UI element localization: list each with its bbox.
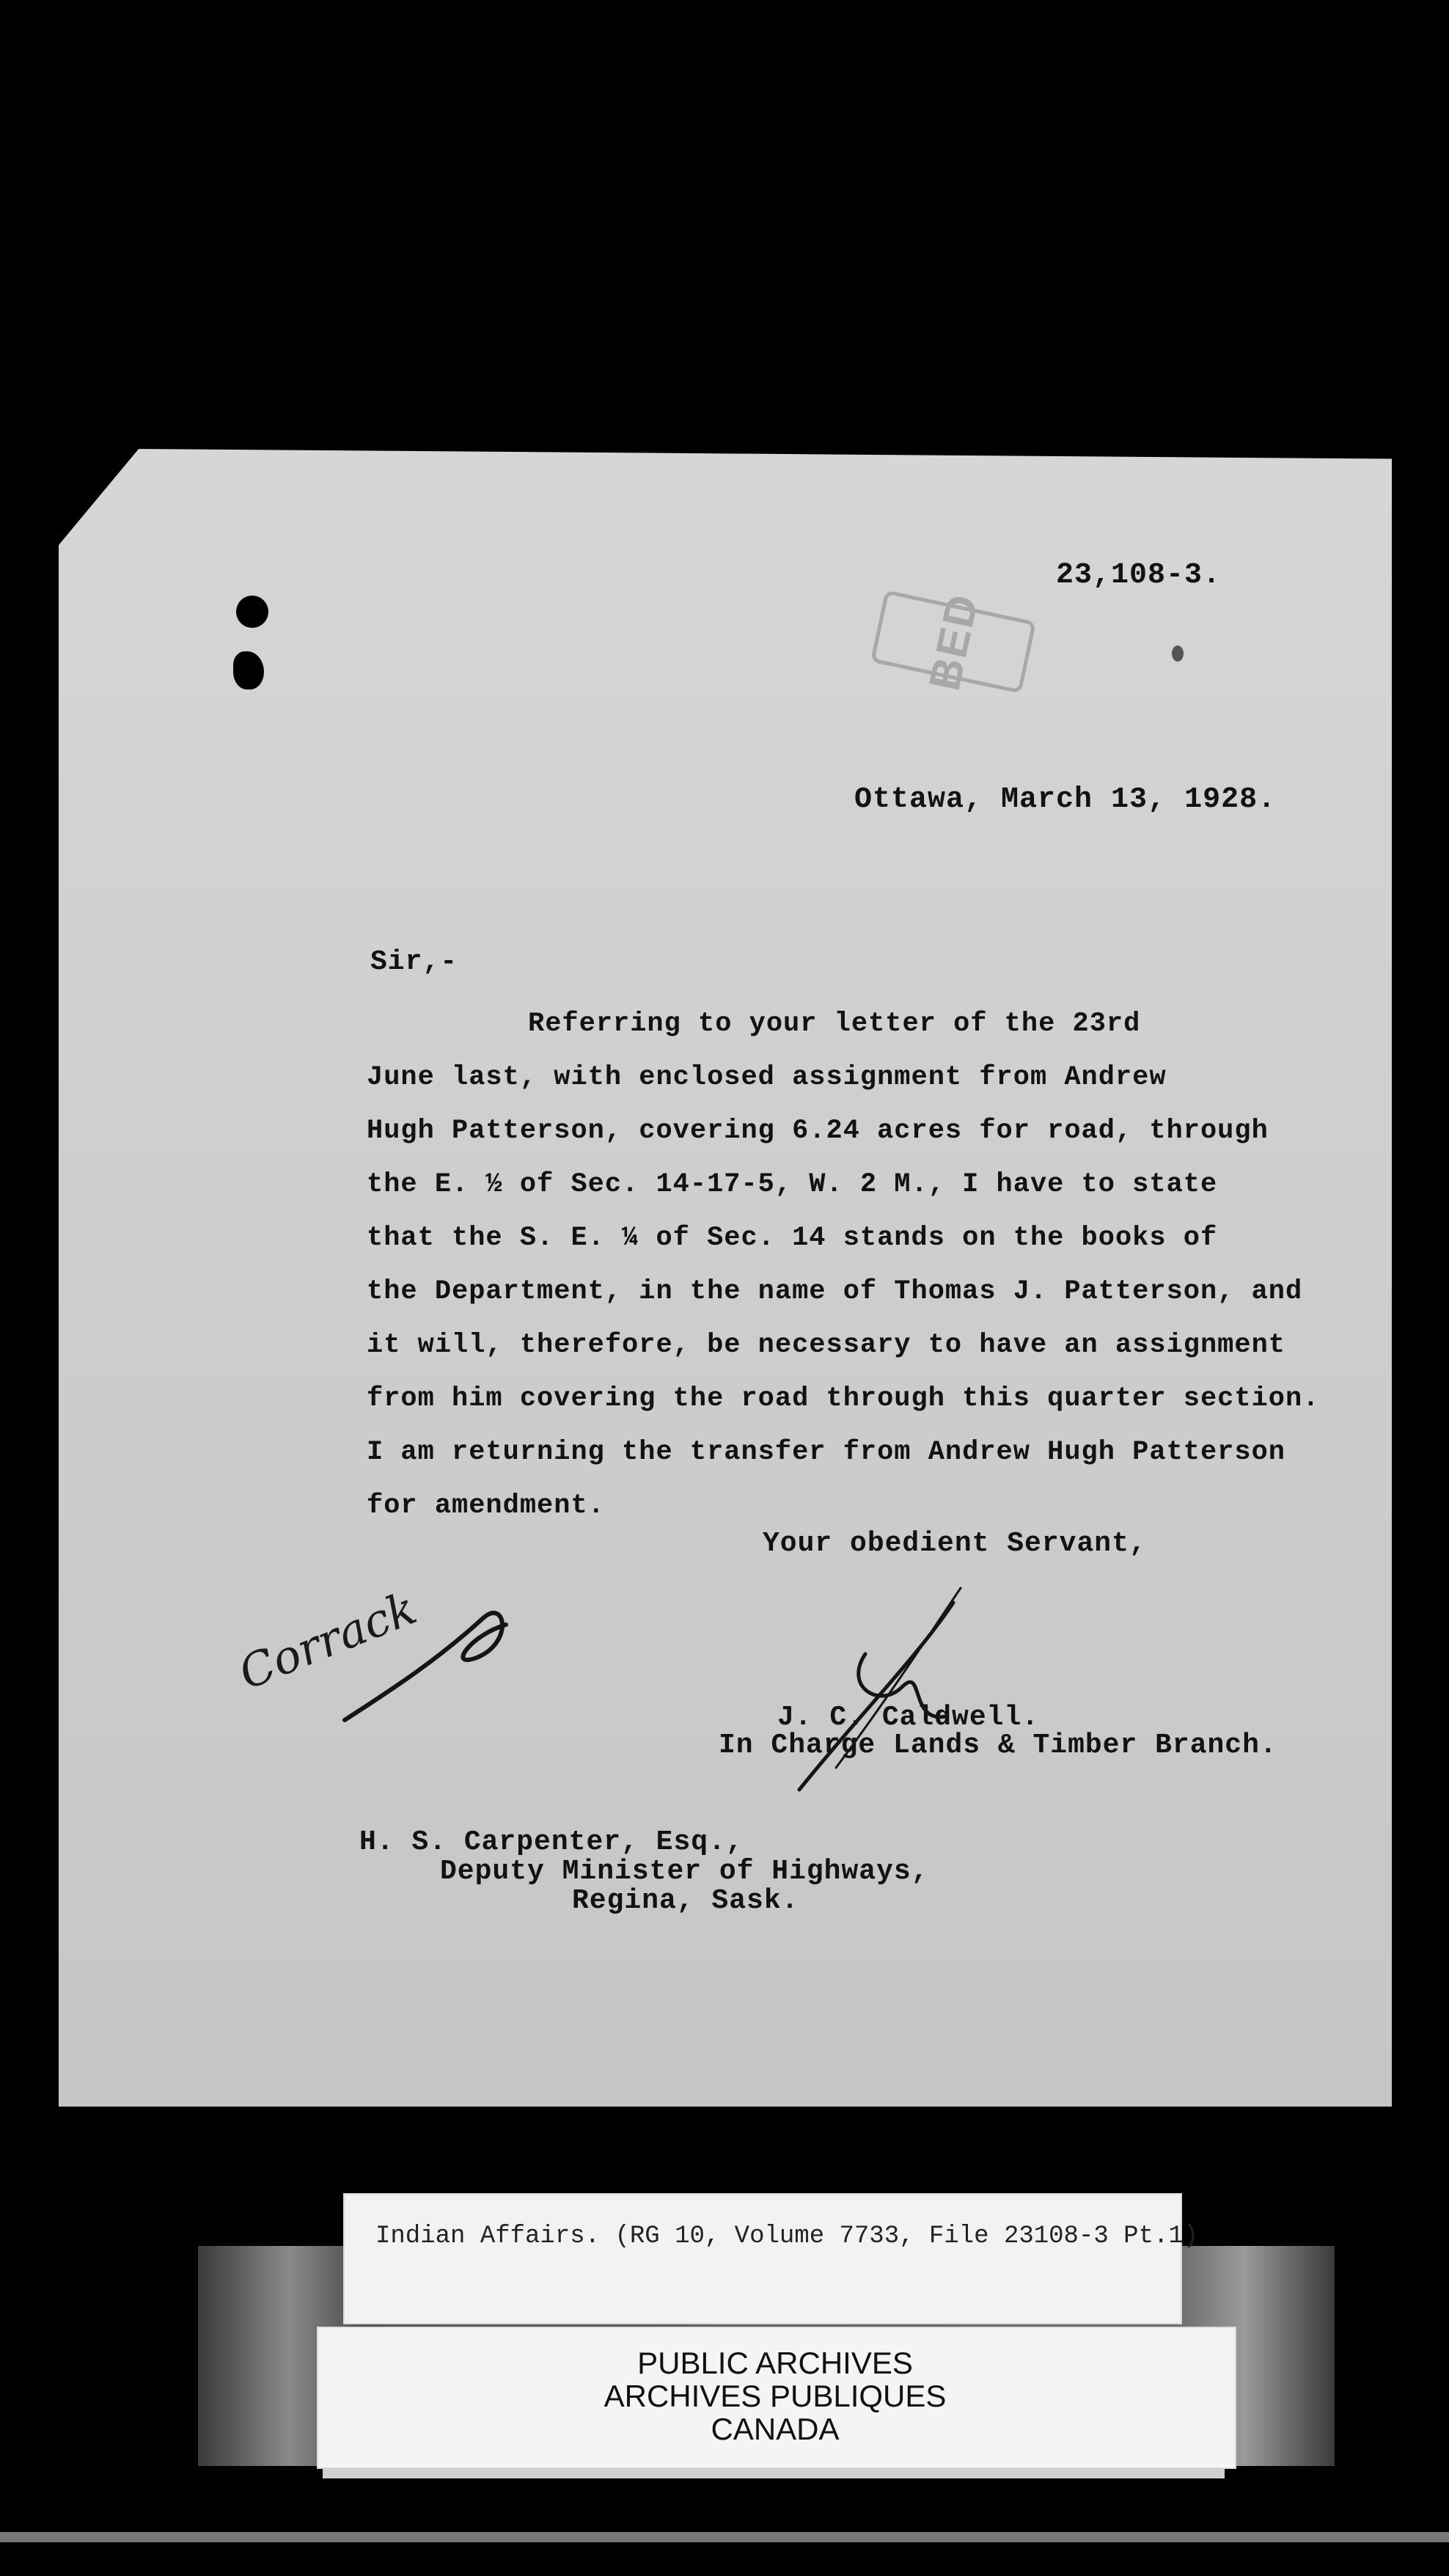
- letter-body-line: it will, therefore, be necessary to have an assignment: [367, 1330, 1285, 1361]
- letter-body-line: June last, with enclosed assignment from Andrew: [367, 1062, 1167, 1093]
- label-edge: [323, 2468, 1225, 2478]
- letter-body-line: the Department, in the name of Thomas J. Patterson, and: [367, 1276, 1303, 1307]
- letter-body-line: from him covering the road through this quarter section.: [367, 1383, 1320, 1414]
- signatory-name: J. C. Caldwell.: [777, 1702, 1040, 1733]
- letter-body-line: Referring to your letter of the 23rd: [528, 1009, 1141, 1039]
- handwritten-note: Corrack: [231, 1581, 424, 1700]
- received-stamp: BED: [870, 590, 1036, 693]
- letter-closing: Your obedient Servant,: [763, 1528, 1147, 1559]
- archive-reference: Indian Affairs. (RG 10, Volume 7733, File 23108-3 Pt.1): [375, 2222, 1199, 2250]
- ink-dot: [1172, 645, 1184, 662]
- archives-line: PUBLIC ARCHIVES: [637, 2346, 913, 2380]
- salutation: Sir,-: [370, 946, 458, 978]
- punch-hole: [236, 596, 268, 628]
- addressee-line: H. S. Carpenter, Esq.,: [359, 1826, 744, 1858]
- reference-card: [343, 2193, 1182, 2324]
- addressee-line: Regina, Sask.: [572, 1885, 799, 1917]
- letter-body-line: I am returning the transfer from Andrew Hugh Patterson: [367, 1437, 1285, 1468]
- letter-body-line: that the S. E. ¼ of Sec. 14 stands on the books of: [367, 1223, 1218, 1254]
- archives-line: ARCHIVES PUBLIQUES: [604, 2379, 947, 2413]
- archives-line: CANADA: [711, 2412, 840, 2446]
- letter-body-line: for amendment.: [367, 1490, 605, 1521]
- letter-body-line: Hugh Patterson, covering 6.24 acres for road, through: [367, 1116, 1269, 1146]
- signatory-title: In Charge Lands & Timber Branch.: [719, 1730, 1277, 1761]
- addressee-line: Deputy Minister of Highways,: [440, 1856, 929, 1887]
- scan-edge: [0, 2532, 1449, 2542]
- letter-date: Ottawa, March 13, 1928.: [854, 783, 1277, 816]
- letter-body-line: the E. ½ of Sec. 14-17-5, W. 2 M., I have to state: [367, 1169, 1218, 1200]
- file-number: 23,108-3.: [1056, 559, 1222, 592]
